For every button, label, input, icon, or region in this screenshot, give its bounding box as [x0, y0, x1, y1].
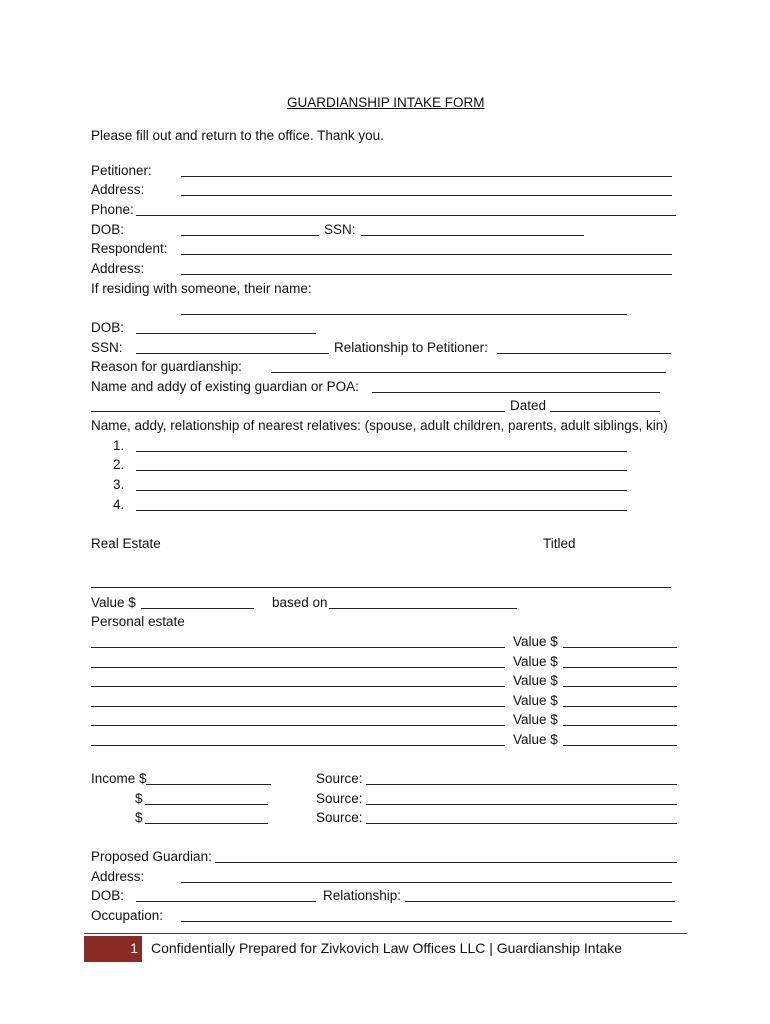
guardian-relationship-label: Relationship: — [323, 888, 402, 903]
income-field[interactable] — [146, 784, 271, 785]
income-field-3[interactable] — [145, 823, 268, 824]
relative-number: 3. — [113, 477, 125, 492]
petitioner-phone-label: Phone: — [91, 202, 134, 217]
source-field[interactable] — [366, 784, 677, 785]
guardian-dob-label: DOB: — [91, 888, 125, 903]
reason-label: Reason for guardianship: — [91, 359, 242, 374]
personal-item-field[interactable] — [91, 667, 505, 668]
existing-guardian-label: Name and addy of existing guardian or POA: — [91, 379, 359, 394]
respondent-address-label: Address: — [91, 261, 145, 276]
relative-field-4[interactable] — [136, 510, 627, 511]
personal-value-field[interactable] — [563, 647, 677, 648]
respondent-ssn-label: SSN: — [91, 340, 123, 355]
respondent-dob-field[interactable] — [136, 333, 316, 334]
relatives-label: Name, addy, relationship of nearest relatives: (spouse, adult children, parents, adult siblings, kin) — [91, 418, 668, 433]
existing-guardian-field[interactable] — [372, 392, 660, 393]
petitioner-address-label: Address: — [91, 182, 145, 197]
proposed-guardian-field[interactable] — [215, 862, 677, 863]
personal-value-label: Value $ — [513, 693, 558, 708]
footer-rule — [84, 933, 687, 934]
instructions-text: Please fill out and return to the office. Thank you. — [91, 128, 384, 143]
petitioner-dob-field[interactable] — [181, 235, 319, 236]
real-estate-value-label: Value $ — [91, 595, 136, 610]
petitioner-ssn-field[interactable] — [361, 235, 584, 236]
relative-number: 2. — [113, 457, 125, 472]
source-label: Source: — [316, 810, 363, 825]
relative-field-3[interactable] — [136, 490, 627, 491]
personal-value-label: Value $ — [513, 634, 558, 649]
source-field-3[interactable] — [366, 823, 677, 824]
respondent-field[interactable] — [181, 254, 672, 255]
personal-estate-label: Personal estate — [91, 614, 185, 629]
residing-with-label: If residing with someone, their name: — [91, 281, 312, 296]
reason-field[interactable] — [271, 372, 666, 373]
guardian-occupation-field[interactable] — [181, 921, 672, 922]
respondent-label: Respondent: — [91, 241, 168, 256]
residing-with-field[interactable] — [181, 314, 627, 315]
personal-item-field[interactable] — [91, 686, 505, 687]
petitioner-address-field[interactable] — [181, 195, 672, 196]
personal-value-field[interactable] — [563, 725, 677, 726]
respondent-ssn-field[interactable] — [136, 353, 329, 354]
proposed-guardian-label: Proposed Guardian: — [91, 849, 212, 864]
personal-value-field[interactable] — [563, 667, 677, 668]
personal-item-field[interactable] — [91, 745, 505, 746]
footer-text: Confidentially Prepared for Zivkovich Law Offices LLC | Guardianship Intake — [151, 940, 623, 956]
petitioner-phone-field[interactable] — [136, 215, 676, 216]
guardian-dob-field[interactable] — [136, 901, 316, 902]
relative-number: 1. — [113, 438, 125, 453]
personal-value-field[interactable] — [563, 686, 677, 687]
personal-value-field[interactable] — [563, 706, 677, 707]
personal-value-label: Value $ — [513, 712, 558, 727]
personal-item-field[interactable] — [91, 706, 505, 707]
existing-guardian-field-2[interactable] — [91, 411, 505, 412]
petitioner-field[interactable] — [181, 176, 672, 177]
guardian-occupation-label: Occupation: — [91, 908, 164, 923]
guardian-address-field[interactable] — [181, 882, 672, 883]
titled-label: Titled — [543, 536, 576, 551]
relative-field-2[interactable] — [136, 470, 627, 471]
personal-item-field[interactable] — [91, 725, 505, 726]
dated-label: Dated — [510, 398, 547, 413]
personal-value-label: Value $ — [513, 732, 558, 747]
respondent-dob-label: DOB: — [91, 320, 125, 335]
income-dollar-label: $ — [135, 810, 143, 825]
source-label: Source: — [316, 791, 363, 806]
real-estate-value-field[interactable] — [141, 608, 254, 609]
relationship-to-petitioner-label: Relationship to Petitioner: — [334, 340, 488, 355]
personal-value-field[interactable] — [563, 745, 677, 746]
guardian-address-label: Address: — [91, 869, 145, 884]
personal-value-label: Value $ — [513, 673, 558, 688]
petitioner-label: Petitioner: — [91, 163, 152, 178]
income-dollar-label: $ — [135, 791, 143, 806]
real-estate-field[interactable] — [91, 587, 671, 588]
petitioner-ssn-label: SSN: — [324, 222, 356, 237]
based-on-field[interactable] — [329, 608, 517, 609]
source-label: Source: — [316, 771, 363, 786]
based-on-label: based on — [272, 595, 328, 610]
relative-number: 4. — [113, 497, 125, 512]
source-field-2[interactable] — [366, 804, 677, 805]
real-estate-label: Real Estate — [91, 536, 161, 551]
dated-field[interactable] — [550, 411, 660, 412]
petitioner-dob-label: DOB: — [91, 222, 125, 237]
relative-field-1[interactable] — [136, 451, 627, 452]
page-number: 1 — [130, 940, 138, 956]
personal-value-label: Value $ — [513, 654, 558, 669]
respondent-address-field[interactable] — [181, 274, 672, 275]
relationship-to-petitioner-field[interactable] — [497, 353, 671, 354]
guardian-relationship-field[interactable] — [405, 901, 675, 902]
form-title: GUARDIANSHIP INTAKE FORM — [287, 95, 485, 110]
income-field-2[interactable] — [145, 804, 268, 805]
personal-item-field[interactable] — [91, 647, 505, 648]
income-label: Income $ — [91, 771, 147, 786]
